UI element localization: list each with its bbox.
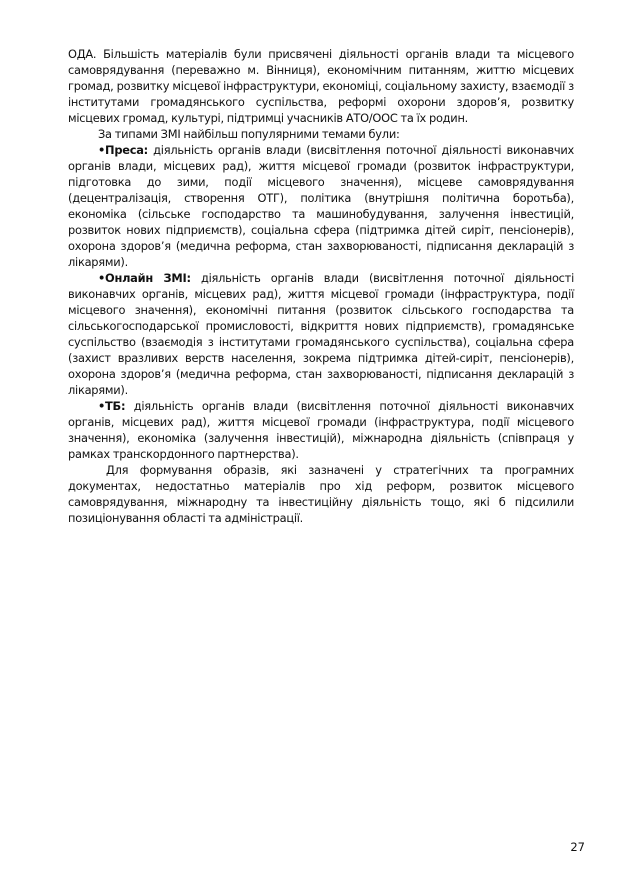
bullet-marker: •	[98, 143, 106, 157]
document-body	[68, 46, 574, 526]
intro-paragraph: ОДА. Більшість матеріалів були присвячені діяльності органів влади та місцевого самоврядування (переважно м. Вінниця), економічним питанням, життю місцевих громад, розвитку місцевої інфраструктури, економіці, соціальному захисту, взаємодії з інститутами громадянського суспільства, реформі охорони здоров’я, розвитку місцевих громад, культурі, підтримці учасників АТО/ООС та їх родин.	[68, 47, 574, 125]
bullet-marker: •	[98, 399, 106, 413]
bullet-term-press: Преса:	[105, 143, 148, 157]
bullet-term-tv: ТБ:	[105, 399, 126, 413]
bullet-marker: •	[98, 271, 106, 285]
page-number: 27	[570, 840, 585, 854]
bullet-text-online-media: діяльність органів влади (висвітлення поточної діяльності виконавчих органів, місцевих рад), життя місцевої громади (інфраструктура, події місцевого значення), економічні питання (розвиток сільського господарства та сільськогосподарської промисловості, відкриття нових підприємств), громадянське суспільство (взаємодія з інститутами громадянського суспільства), соціальна сфера (захист вразливих верств населення, зокрема підтримка дітей-сиріт, пенсіонерів), охорона здоров’я (медична реформа, стан захворюваності, підписання декларацій з лікарями).	[68, 271, 574, 397]
bullet-text-tv: діяльність органів влади (висвітлення поточної діяльності виконавчих органів, місцевих рад), життя місцевої громади (інфраструктура, події місцевого значення), економіка (залучення інвестицій), міжнародна діяльність (співпраця у рамках транскордонного партнерства).	[68, 399, 574, 461]
bullet-item-tv	[68, 398, 574, 462]
bullet-item-press	[68, 142, 574, 270]
topics-lead-paragraph: За типами ЗМІ найбільш популярними темами були:	[98, 127, 400, 141]
bullet-text-press: діяльність органів влади (висвітлення поточної діяльності виконавчих органів влади, місцевих рад), життя місцевої громади (розвиток інфраструктури, підготовка до зими, події місцевого значення), місцеве самоврядування (децентралізація, створення ОТГ), політика (внутрішня політична боротьба), економіка (сільське господарство та машинобудування, залучення інвестицій, розвиток нових підприємств), соціальна сфера (підтримка дітей сиріт, пенсіонерів), охорона здоров’я (медична реформа, стан захворюваності, підписання декларацій з лікарями).	[68, 143, 574, 269]
bullet-term-online-media: Онлайн ЗМІ:	[105, 271, 191, 285]
bullet-item-online-media	[68, 270, 574, 398]
conclusion-paragraph: Для формування образів, які зазначені у стратегічних та програмних документах, недостатньо матеріалів про хід реформ, розвиток місцевого самоврядування, міжнародну та інвестиційну діяльність тощо, які б підсилили позиціонування області та адміністрації.	[68, 463, 574, 525]
